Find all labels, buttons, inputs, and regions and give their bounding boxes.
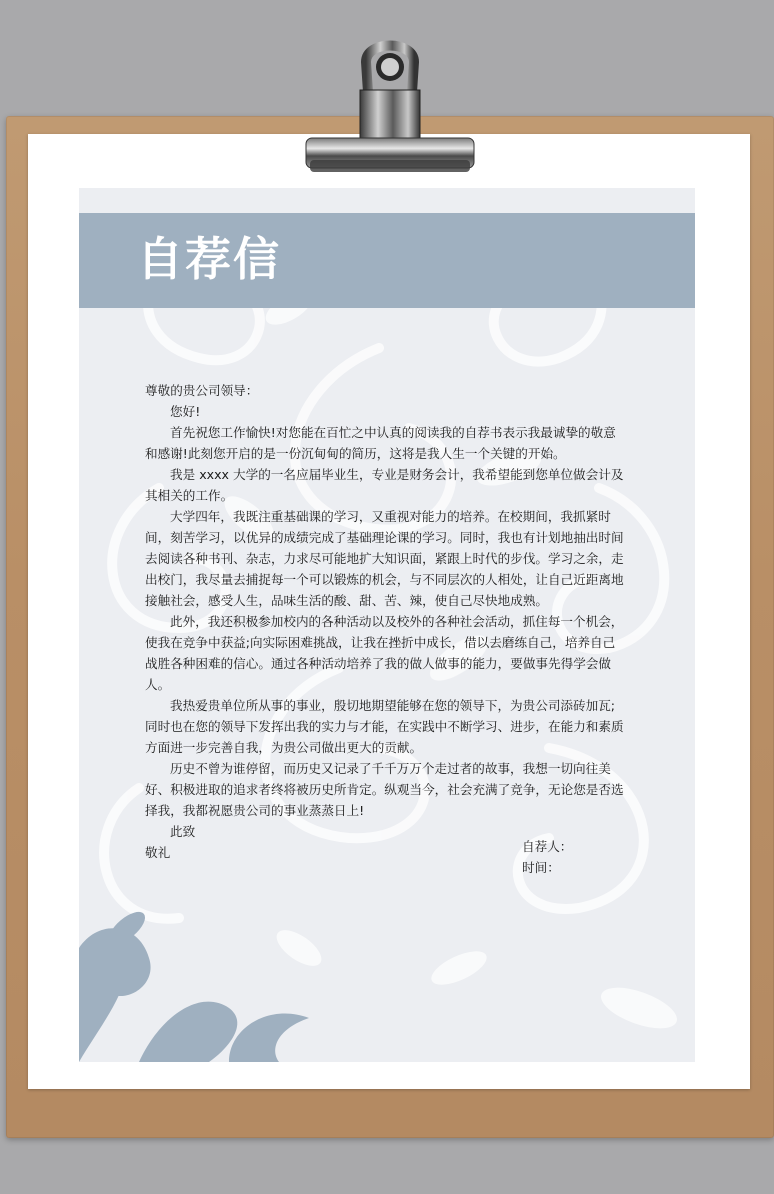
paragraph: 首先祝您工作愉快!对您能在百忙之中认真的阅读我的自荐书表示我最诚挚的敬意和感谢!此刻您开启的是一份沉甸甸的简历，这将是我人生一个关键的开始。 [145,425,616,461]
signature-label: 自荐人： [522,839,573,854]
salutation: 尊敬的贵公司领导： [145,383,259,398]
letter-body [145,380,627,863]
closing-line-2: 敬礼 [145,845,171,860]
paragraph: 大学四年，我既注重基础课的学习，又重视对能力的培养。在校期间，我抓紧时间，刻苦学习，以优异的成绩完成了基础理论课的学习。同时，我也有计划地抽出时间去阅读各种书刊、杂志，力求尽可能地扩大知识面，紧跟上时代的步伐。学习之余，走出校门，我尽量去捕捉每一个可以锻炼的机会，与不同层次的人相处，让自己近距离地接触社会，感受人生，品味生活的酸、甜、苦、辣，使自己尽快地成熟。 [145,509,624,608]
binder-clip-icon [300,22,480,182]
closing-line-1: 此致 [170,824,196,839]
paragraph: 我是 xxxx 大学的一名应届毕业生，专业是财务会计，我希望能到您单位做会计及其相关的工作。 [145,467,624,503]
page-title: 自荐信 [137,232,281,286]
paragraph: 我热爱贵单位所从事的事业，殷切地期望能够在您的领导下，为贵公司添砖加瓦;同时也在您的领导下发挥出我的实力与才能，在实践中不断学习、进步，在能力和素质方面进一步完善自我，为贵公司做出更大的贡献。 [145,698,624,755]
paragraph: 此外，我还积极参加校内的各种活动以及校外的各种社会活动，抓住每一个机会，使我在竞争中获益;向实际困难挑战，让我在挫折中成长，借以去磨练自己，培养自己战胜各种困难的信心。通过各种活动培养了我的做人做事的能力，要做事先得学会做人。 [145,614,624,692]
title-band [79,213,695,308]
greeting: 您好! [170,404,201,419]
signature-block [522,836,572,878]
date-label: 时间： [522,860,560,875]
paragraph: 历史不曾为谁停留，而历史又记录了千千万万个走过者的故事，我想一切向往美好、积极进取的追求者终将被历史所肯定。纵观当今，社会充满了竞争，无论您是否选择我，我都祝愿贵公司的事业蒸蒸日上! [145,761,624,818]
